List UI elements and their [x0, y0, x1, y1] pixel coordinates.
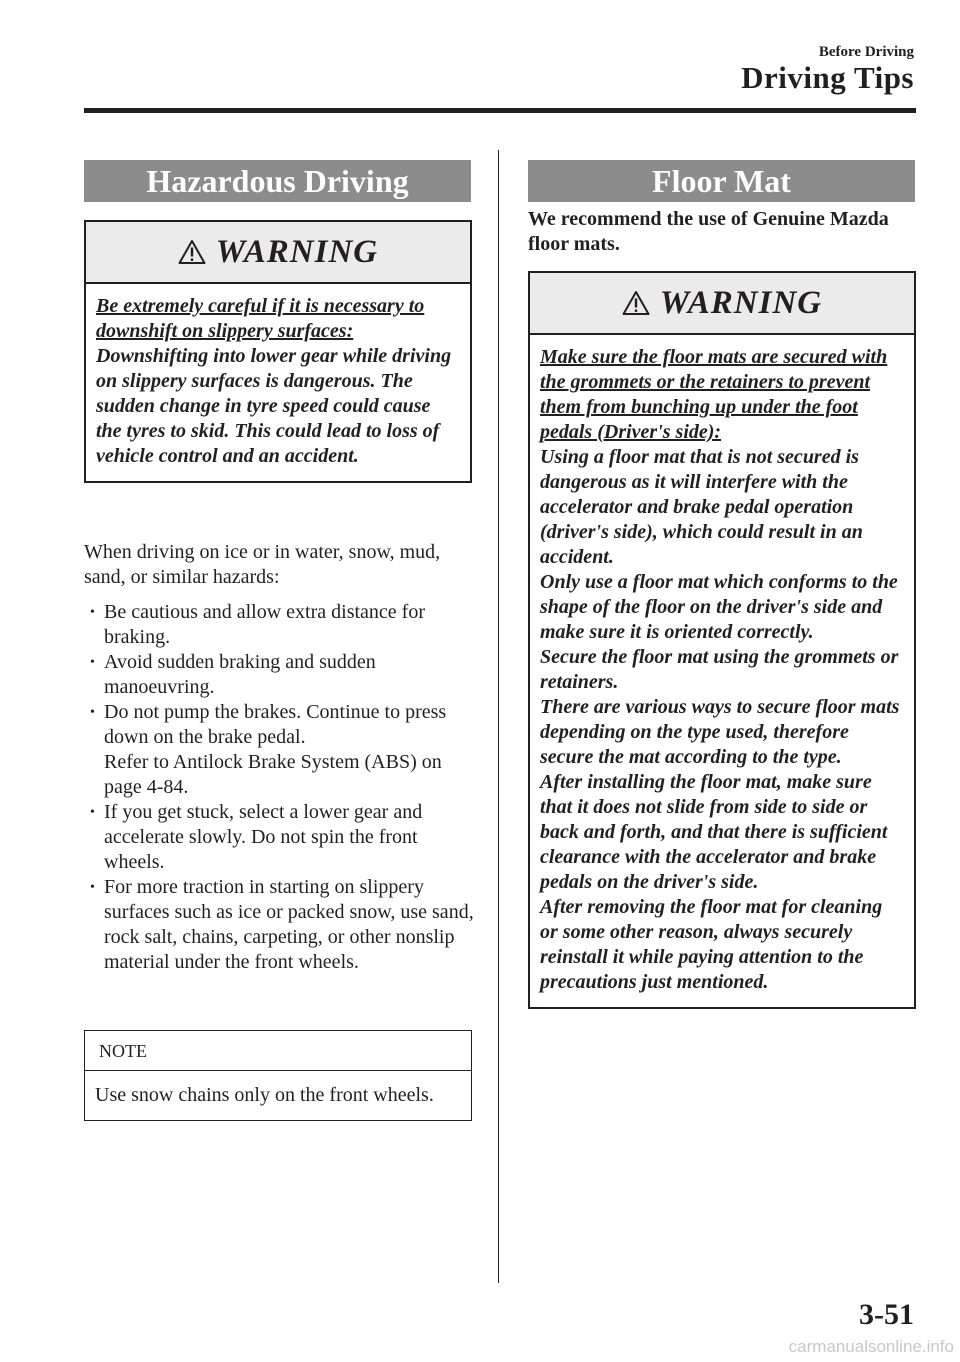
note-box [84, 1030, 472, 1121]
hazard-intro-text: When driving on ice or in water, snow, mud, sand, or similar hazards: [84, 541, 441, 588]
warning-paragraph: Only use a floor mat which conforms to the shape of the floor on the driver's side and make sure it is oriented correctly. [540, 571, 898, 643]
column-divider [498, 150, 499, 1283]
warning-text: Downshifting into lower gear while driving on slippery surfaces is dangerous. The sudden change in tyre speed could cause the tyres to skid. This could lead to loss of vehicle control and an accident. [96, 345, 452, 467]
warning-box-floor-mat [528, 271, 916, 1009]
section-heading-hazardous-driving: Hazardous Driving [84, 160, 471, 202]
warning-paragraph: After removing the floor mat for cleaning or some other reason, always securely reinstall it while paying attention to the precautions just mentioned. [540, 896, 883, 993]
warning-underlined-text: Make sure the floor mats are secured with the grommets or the retainers to prevent them from bunching up under the foot pedals (Driver's side): [540, 346, 888, 443]
warning-header [530, 273, 914, 335]
warning-paragraph: After installing the floor mat, make sure that it does not slide from side to side or back and forth, and that there is sufficient clearance with the accelerator and brake pedals on the driver's side. [540, 771, 888, 893]
warning-body [530, 335, 914, 1007]
warning-paragraph: Using a floor mat that is not secured is dangerous as it will interfere with the accelerator and brake pedal operation (driver's side), which could result in an accident. [540, 446, 863, 568]
hazard-bullet-list [84, 600, 474, 975]
list-item: • Be cautious and allow extra distance for braking. [84, 600, 474, 650]
warning-header [86, 222, 470, 284]
warning-underlined-text: Be extremely careful if it is necessary to downshift on slippery surfaces: [96, 295, 425, 342]
warning-box-downshift [84, 220, 472, 483]
floor-mat-intro-text: We recommend the use of Genuine Mazda floor mats. [528, 208, 889, 255]
warning-paragraph: There are various ways to secure floor mats depending on the type used, therefore secure the mat according to the type. [540, 696, 900, 768]
list-item: • If you get stuck, select a lower gear and accelerate slowly. Do not spin the front wheels. [84, 800, 474, 875]
footer-watermark-url[interactable]: carmanualsonline.info [788, 1337, 954, 1356]
warning-title: WARNING [659, 284, 823, 321]
warning-paragraph: Secure the floor mat using the grommets or retainers. [540, 646, 899, 693]
page-title: Driving Tips [741, 60, 914, 95]
page-reference: Refer to Antilock Brake System (ABS) on page 4-84. [104, 751, 442, 798]
note-title: NOTE [85, 1031, 471, 1071]
header-rule [84, 108, 916, 113]
page-number: 3-51 [859, 1298, 914, 1331]
list-item: • Do not pump the brakes. Continue to press down on the brake pedal. Refer to Antilock Brake System (ABS) on page 4-84. [84, 700, 474, 800]
header-section-label: Before Driving [818, 44, 914, 60]
warning-body [86, 284, 470, 481]
list-item: • Avoid sudden braking and sudden manoeuvring. [84, 650, 474, 700]
warning-title: WARNING [215, 233, 379, 270]
warning-triangle-icon [178, 239, 206, 265]
note-body: Use snow chains only on the front wheels. [95, 1084, 434, 1106]
list-item: • For more traction in starting on slippery surfaces such as ice or packed snow, use sand, rock salt, chains, carpeting, or other nonslip material under the front wheels. [84, 875, 474, 975]
warning-triangle-icon [622, 290, 650, 316]
section-heading-floor-mat: Floor Mat [528, 160, 915, 202]
